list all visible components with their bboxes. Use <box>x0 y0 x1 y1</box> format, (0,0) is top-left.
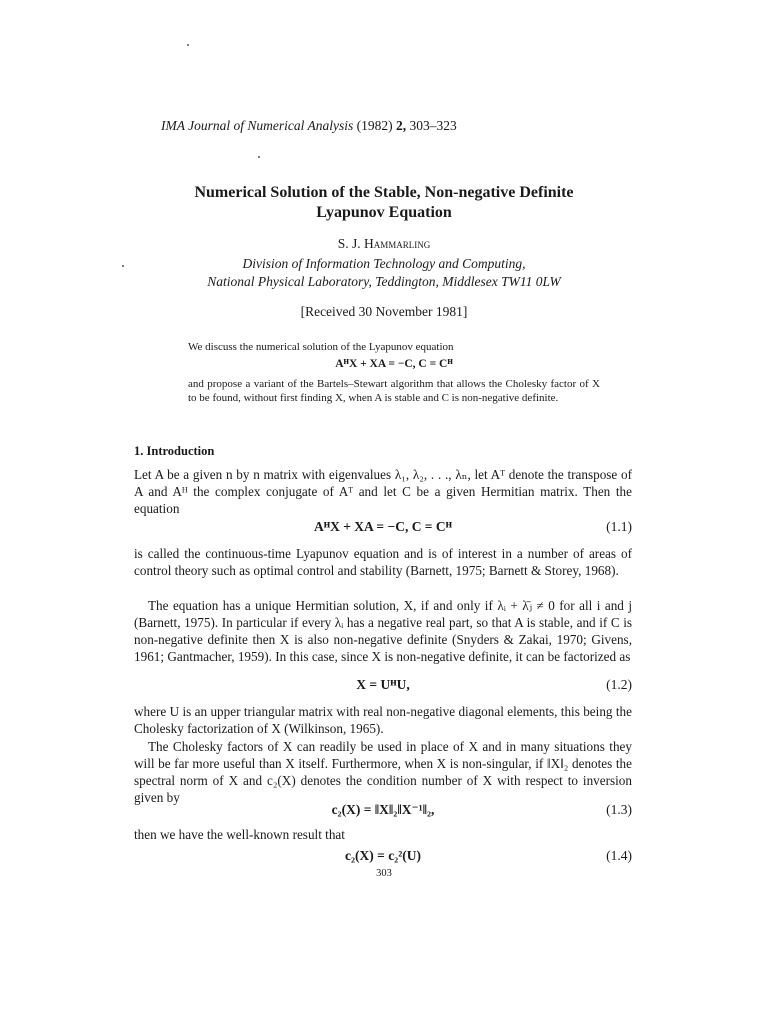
paragraph-2 <box>134 545 632 579</box>
paragraph-5 <box>134 738 632 806</box>
paragraph-6 <box>134 826 632 843</box>
equation-number: (1.2) <box>606 677 632 692</box>
paragraph-6-text: then we have the well-known result that <box>134 827 345 842</box>
paragraph-4-text: where U is an upper triangular matrix with real non-negative diagonal elements, this being the Cholesky factorization of X (Wilkinson, 1965). <box>134 704 632 736</box>
paragraph-4 <box>134 703 632 737</box>
paragraph-3-text: The equation has a unique Hermitian solution, X, if and only if λᵢ + λ̄ⱼ ≠ 0 for all i and j (Barnett, 1975). In particular if every λᵢ has a negative real part, so that A is stable, and if C is non-negative definite then X is also non-negative definite (Snyders & Zakai, 1970; Givens, 1961; Gantmacher, 1959). In this case, since X is non-negative definite, it can be factorized as <box>134 598 632 664</box>
equation-1-4 <box>134 848 632 866</box>
equation-number: (1.4) <box>606 848 632 863</box>
paragraph-5-text: The Cholesky factors of X can readily be used in place of X and in many situations they will be far more useful than X itself. Furthermore, when X is non-singular, if ‖X‖₂ denotes the spectral norm of X and c₂(X) denotes the condition number of X with respect to inversion given by <box>134 739 632 805</box>
journal-volume: 2, <box>396 118 407 133</box>
section-heading: 1. Introduction <box>134 444 215 458</box>
abstract-equation: AᴴX + XA = −C, C = Cᴴ <box>335 358 453 370</box>
paper-title-line1: Numerical Solution of the Stable, Non-negative Definite <box>194 184 574 201</box>
author-surname: Hammarling <box>364 236 431 251</box>
scan-speck <box>258 156 260 158</box>
equation-body: AᴴX + XA = −C, C = Cᴴ <box>313 519 453 534</box>
equation-body: c₂(X) = c₂²(U) <box>344 848 422 863</box>
scan-speck <box>187 44 189 46</box>
paragraph-3 <box>134 597 632 665</box>
affiliation-line2: National Physical Laboratory, Teddington, Middlesex TW11 0LW <box>207 274 561 289</box>
equation-1-2 <box>134 677 632 695</box>
equation-body: X = UᴴU, <box>356 677 410 692</box>
equation-body: c₂(X) = ‖X‖₂‖X⁻¹‖₂, <box>331 802 435 817</box>
equation-1-1 <box>134 519 632 537</box>
equation-number: (1.3) <box>606 802 632 817</box>
author-initials: S. J. <box>337 236 361 251</box>
journal-pages: 303–323 <box>409 118 457 133</box>
affiliation-line1: Division of Information Technology and Computing, <box>242 256 526 271</box>
author <box>0 236 768 252</box>
abstract-body: and propose a variant of the Bartels–Stewart algorithm that allows the Cholesky factor of X to be found, without first finding X, when A is stable and C is non-negative definite. <box>188 378 600 404</box>
received-date: [Received 30 November 1981] <box>300 304 468 319</box>
paragraph-1-text: Let A be a given n by n matrix with eigenvalues λ₁, λ₂, . . ., λₙ, let Aᵀ denote the transpose of A and Aᴴ the complex conjugate of Aᵀ and let C be a given Hermitian matrix. Then the equation <box>134 467 632 516</box>
equation-number: (1.1) <box>606 519 632 534</box>
journal-year: (1982) <box>356 118 393 133</box>
paper-title-line2: Lyapunov Equation <box>316 204 452 221</box>
paragraph-1 <box>134 466 632 517</box>
equation-1-3 <box>134 802 632 820</box>
paragraph-2-text: is called the continuous-time Lyapunov equation and is of interest in a number of areas of control theory such as optimal control and stability (Barnett, 1975; Barnett & Storey, 1968). <box>134 546 632 578</box>
abstract-line1: We discuss the numerical solution of the Lyapunov equation <box>188 341 454 353</box>
page-number: 303 <box>376 868 392 879</box>
journal-header <box>161 118 457 134</box>
journal-name: IMA Journal of Numerical Analysis <box>161 118 354 133</box>
